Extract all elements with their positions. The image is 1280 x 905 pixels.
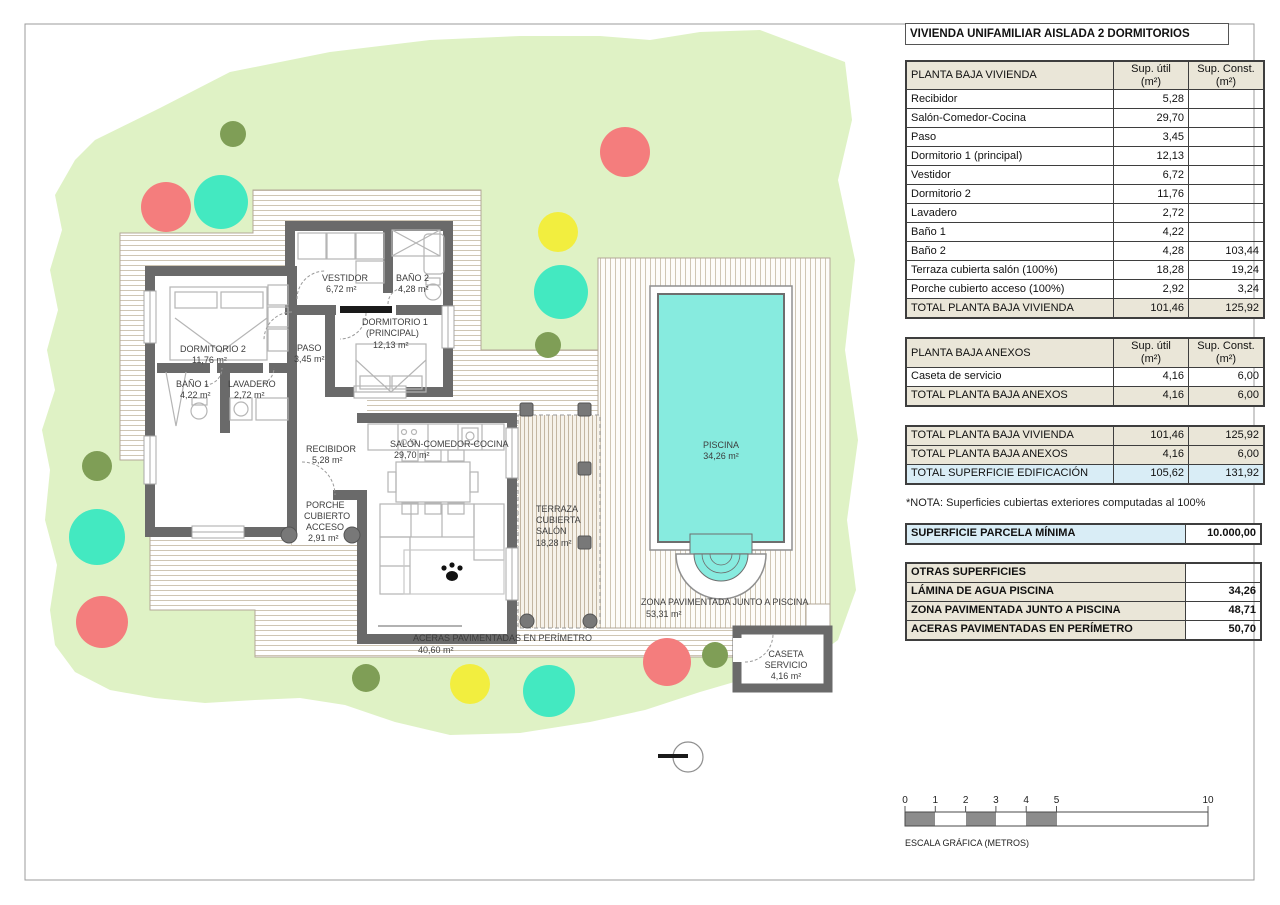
col-sup-const: Sup. Const. (m²)	[1189, 338, 1265, 367]
label-bano2-area: 4,28 m²	[398, 284, 429, 294]
table-header-row	[906, 338, 1264, 367]
label-paso: PASO	[297, 343, 322, 353]
label-dorm2-area: 11,76 m²	[192, 355, 227, 365]
tree-icon	[538, 212, 578, 252]
label-piscina: PISCINA	[702, 440, 740, 450]
table-row: Salón-Comedor-Cocina 29,70	[906, 109, 1264, 128]
label-dorm1-area: 12,13 m²	[373, 340, 409, 350]
label-vestidor: VESTIDOR	[322, 273, 369, 283]
tree-icon	[450, 664, 490, 704]
tree-icon	[600, 127, 650, 177]
table-row: Lavadero 2,72	[906, 204, 1264, 223]
scale-tick-0: 0	[902, 795, 908, 806]
table-title: PLANTA BAJA VIVIENDA	[906, 61, 1114, 90]
table-total-row: TOTAL PLANTA BAJA ANEXOS 4,16 6,00	[906, 386, 1264, 406]
label-zona-pavimentada-area: 53,31 m²	[646, 609, 682, 619]
table-row: Caseta de servicio 4,16 6,00	[906, 367, 1264, 386]
col-sup-util: Sup. útil (m²)	[1114, 61, 1189, 90]
table-row: Dormitorio 2 11,76	[906, 185, 1264, 204]
label-porche-area: 2,91 m²	[308, 533, 339, 543]
tree-icon	[69, 509, 125, 565]
table-row: Dormitorio 1 (principal) 12,13	[906, 147, 1264, 166]
table-row: Vestidor 6,72	[906, 166, 1264, 185]
label-porche-2: CUBIERTO	[304, 511, 351, 521]
tree-icon	[352, 664, 380, 692]
scale-tick-10: 10	[1202, 795, 1214, 806]
table-row: Terraza cubierta salón (100%) 18,28 19,24	[906, 261, 1264, 280]
table-row-highlight: TOTAL SUPERFICIE EDIFICACIÓN 105,62 131,92	[906, 464, 1264, 484]
table-row: Porche cubierto acceso (100%) 2,92 3,24	[906, 280, 1264, 299]
table-row: Paso 3,45	[906, 128, 1264, 147]
otras-superficies-table	[905, 562, 1262, 641]
label-caseta: CASETA	[768, 649, 804, 659]
label-bano1-area: 4,22 m²	[180, 390, 211, 400]
note-text: *NOTA: Superficies cubiertas exteriores computadas al 100%	[906, 496, 1206, 509]
label-terraza-area: 18,28 m²	[536, 538, 572, 548]
table-row: ACERAS PAVIMENTADAS EN PERÍMETRO 50,70	[906, 620, 1261, 640]
table-row: Baño 2 4,28 103,44	[906, 242, 1264, 261]
label-recibidor: RECIBIDOR	[306, 444, 357, 454]
label-salon: SALÓN-COMEDOR-COCINA	[390, 439, 509, 449]
label-caseta-area: 4,16 m²	[770, 671, 802, 681]
col-sup-util: Sup. útil (m²)	[1114, 338, 1189, 367]
tree-icon	[194, 175, 248, 229]
label-terraza-2: CUBIERTA	[536, 515, 581, 525]
scale-tick-2: 2	[962, 795, 969, 806]
label-lavadero: LAVADERO	[228, 379, 276, 389]
table-row: TOTAL PLANTA BAJA ANEXOS 4,16 6,00	[906, 445, 1264, 464]
label-paso-area: 3,45 m²	[294, 354, 325, 364]
label-dorm1: DORMITORIO 1	[362, 317, 428, 327]
label-recibidor-area: 5,28 m²	[312, 455, 343, 465]
label-dorm2: DORMITORIO 2	[180, 344, 246, 354]
table-row: Recibidor 5,28	[906, 90, 1264, 109]
label-bano1: BAÑO 1	[176, 379, 210, 389]
scale-tick-3: 3	[993, 795, 999, 806]
tree-icon	[534, 265, 588, 319]
planta-baja-anexos-table	[905, 337, 1265, 406]
scale-tick-4: 4	[1023, 795, 1029, 806]
label-bano2: BAÑO 2	[396, 273, 430, 283]
table-header-row	[906, 61, 1264, 90]
col-sup-const: Sup. Const. (m²)	[1189, 61, 1265, 90]
label-porche: PORCHE	[306, 500, 345, 510]
label-zona-pavimentada: ZONA PAVIMENTADA JUNTO A PISCINA	[641, 597, 809, 607]
table-row: LÁMINA DE AGUA PISCINA 34,26	[906, 582, 1261, 601]
table-row-highlight: SUPERFICIE PARCELA MÍNIMA 10.000,00	[906, 524, 1261, 544]
table-row: TOTAL PLANTA BAJA VIVIENDA 101,46 125,92	[906, 426, 1264, 446]
table-header-row: OTRAS SUPERFICIES	[906, 563, 1261, 583]
label-lavadero-area: 2,72 m²	[234, 390, 265, 400]
label-piscina-area: 34,26 m²	[703, 451, 739, 461]
label-porche-3: ACCESO	[306, 522, 345, 532]
label-terraza: TERRAZA	[536, 504, 579, 514]
tree-icon	[643, 638, 691, 686]
tree-icon	[220, 121, 246, 147]
label-salon-area: 29,70 m²	[394, 450, 430, 460]
scale-tick-5: 5	[1053, 795, 1060, 806]
label-terraza-3: SALÓN	[536, 526, 567, 536]
tree-icon	[702, 642, 728, 668]
label-vestidor-area: 6,72 m²	[326, 284, 357, 294]
table-total-row: TOTAL PLANTA BAJA VIVIENDA 101,46 125,92	[906, 299, 1264, 319]
scale-caption: ESCALA GRÁFICA (METROS)	[905, 838, 1030, 848]
sheet-title: VIVIENDA UNIFAMILIAR AISLADA 2 DORMITORIOS	[905, 23, 1229, 45]
label-caseta-2: SERVICIO	[764, 660, 808, 670]
area-tables-panel	[905, 23, 1259, 658]
scale-tick-1: 1	[932, 795, 939, 806]
tree-icon	[76, 596, 128, 648]
label-dorm1-sub: (PRINCIPAL)	[366, 328, 419, 338]
tree-icon	[523, 665, 575, 717]
table-title: PLANTA BAJA ANEXOS	[906, 338, 1114, 367]
table-row: ZONA PAVIMENTADA JUNTO A PISCINA 48,71	[906, 601, 1261, 620]
planta-baja-vivienda-table	[905, 60, 1265, 319]
resumen-table	[905, 425, 1265, 485]
tree-icon	[82, 451, 112, 481]
table-row: Baño 1 4,22	[906, 223, 1264, 242]
parcela-table	[905, 523, 1262, 545]
tree-icon	[141, 182, 191, 232]
tree-icon	[535, 332, 561, 358]
label-aceras: ACERAS PAVIMENTADAS EN PERÍMETRO	[413, 633, 593, 643]
label-aceras-area: 40,60 m²	[418, 645, 454, 655]
